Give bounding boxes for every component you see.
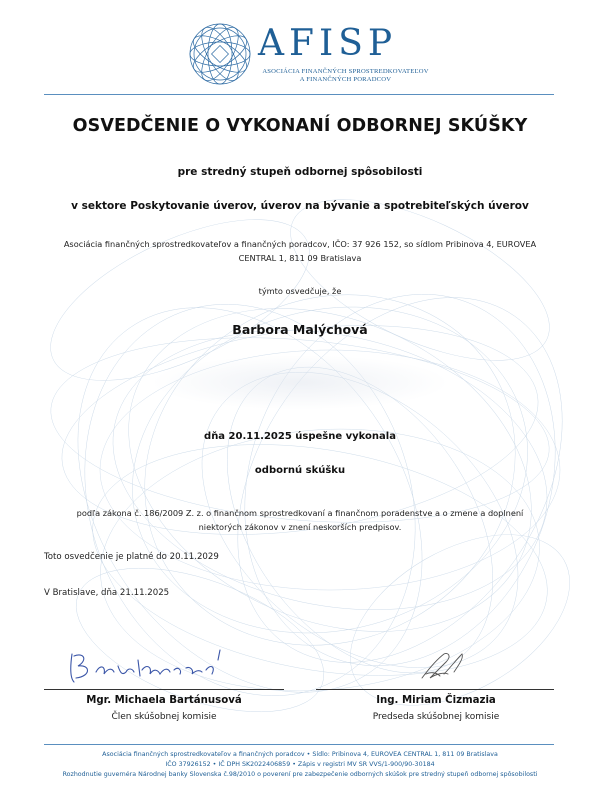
footer-line2: IČO 37926152 • IČ DPH SK2022406859 • Zápis v registri MV SR VVS/1-900/90-30184 <box>165 761 435 768</box>
competence-level: pre stredný stupeň odbornej spôsobilosti <box>177 166 423 178</box>
header-divider <box>44 94 554 95</box>
exam-label: odbornú skúšku <box>254 465 346 476</box>
association-line2: CENTRAL 1, 811 09 Bratislava <box>238 253 362 263</box>
law-reference <box>40 506 560 534</box>
logo-subtitle <box>258 68 433 84</box>
left-signatory-name: Mgr. Michaela Bartánusová <box>86 695 242 706</box>
logo-subtitle-line2: A FINANČNÝCH PORADCOV <box>299 76 392 83</box>
signature-left-image <box>60 642 270 688</box>
law-line2: niektorých zákonov v znení neskorších predpisov. <box>198 522 402 532</box>
footer-divider <box>44 744 554 745</box>
right-signatory-name: Ing. Miriam Čizmazia <box>376 695 496 706</box>
exam-date: dňa 20.11.2025 úspešne vykonala <box>204 431 396 442</box>
signature-right-image <box>414 644 474 684</box>
signature-line-right <box>316 689 554 690</box>
signature-line-left <box>44 689 284 690</box>
footer-line3: Rozhodnutie guvernéra Národnej banky Slovenska č.98/2010 o poverení pre zabezpečenie odborných skúšok pre stredný stupeň odbornej spôsobilosti <box>62 771 538 778</box>
hereby-text: týmto osvedčuje, že <box>258 286 342 296</box>
holder-name: Barbora Malýchová <box>232 322 368 337</box>
law-line1: podľa zákona č. 186/2009 Z. z. o finančnom sprostredkovaní a finančnom poradenstve a o zmene a doplnení <box>76 508 524 518</box>
association-info <box>40 237 560 265</box>
footer-line1: Asociácia finančných sprostredkovateľov a finančných poradcov • Sídlo: Pribinova 4, EUROVEA CENTRAL 1, 811 09 Bratislava <box>102 751 498 758</box>
association-line1: Asociácia finančných sprostredkovateľov a finančných poradcov, IČO: 37 926 152, so sídlom Pribinova 4, EUROVEA <box>63 239 537 249</box>
place-date: V Bratislave, dňa 21.11.2025 <box>44 588 170 598</box>
certificate-title: OSVEDČENIE O VYKONANÍ ODBORNEJ SKÚŠKY <box>72 116 528 136</box>
right-signatory-role: Predseda skúšobnej komisie <box>372 712 500 722</box>
sector-line: v sektore Poskytovanie úverov, úverov na bývanie a spotrebiteľských úverov <box>71 200 529 212</box>
left-signatory-role: Člen skúšobnej komisie <box>111 712 217 722</box>
logo-wordmark: AFISP <box>258 23 398 64</box>
validity-text: Toto osvedčenie je platné do 20.11.2029 <box>44 552 219 562</box>
redacted-area <box>150 355 450 410</box>
logo-subtitle-line1: ASOCIÁCIA FINANČNÝCH SPROSTREDKOVATEĽOV <box>262 68 429 75</box>
